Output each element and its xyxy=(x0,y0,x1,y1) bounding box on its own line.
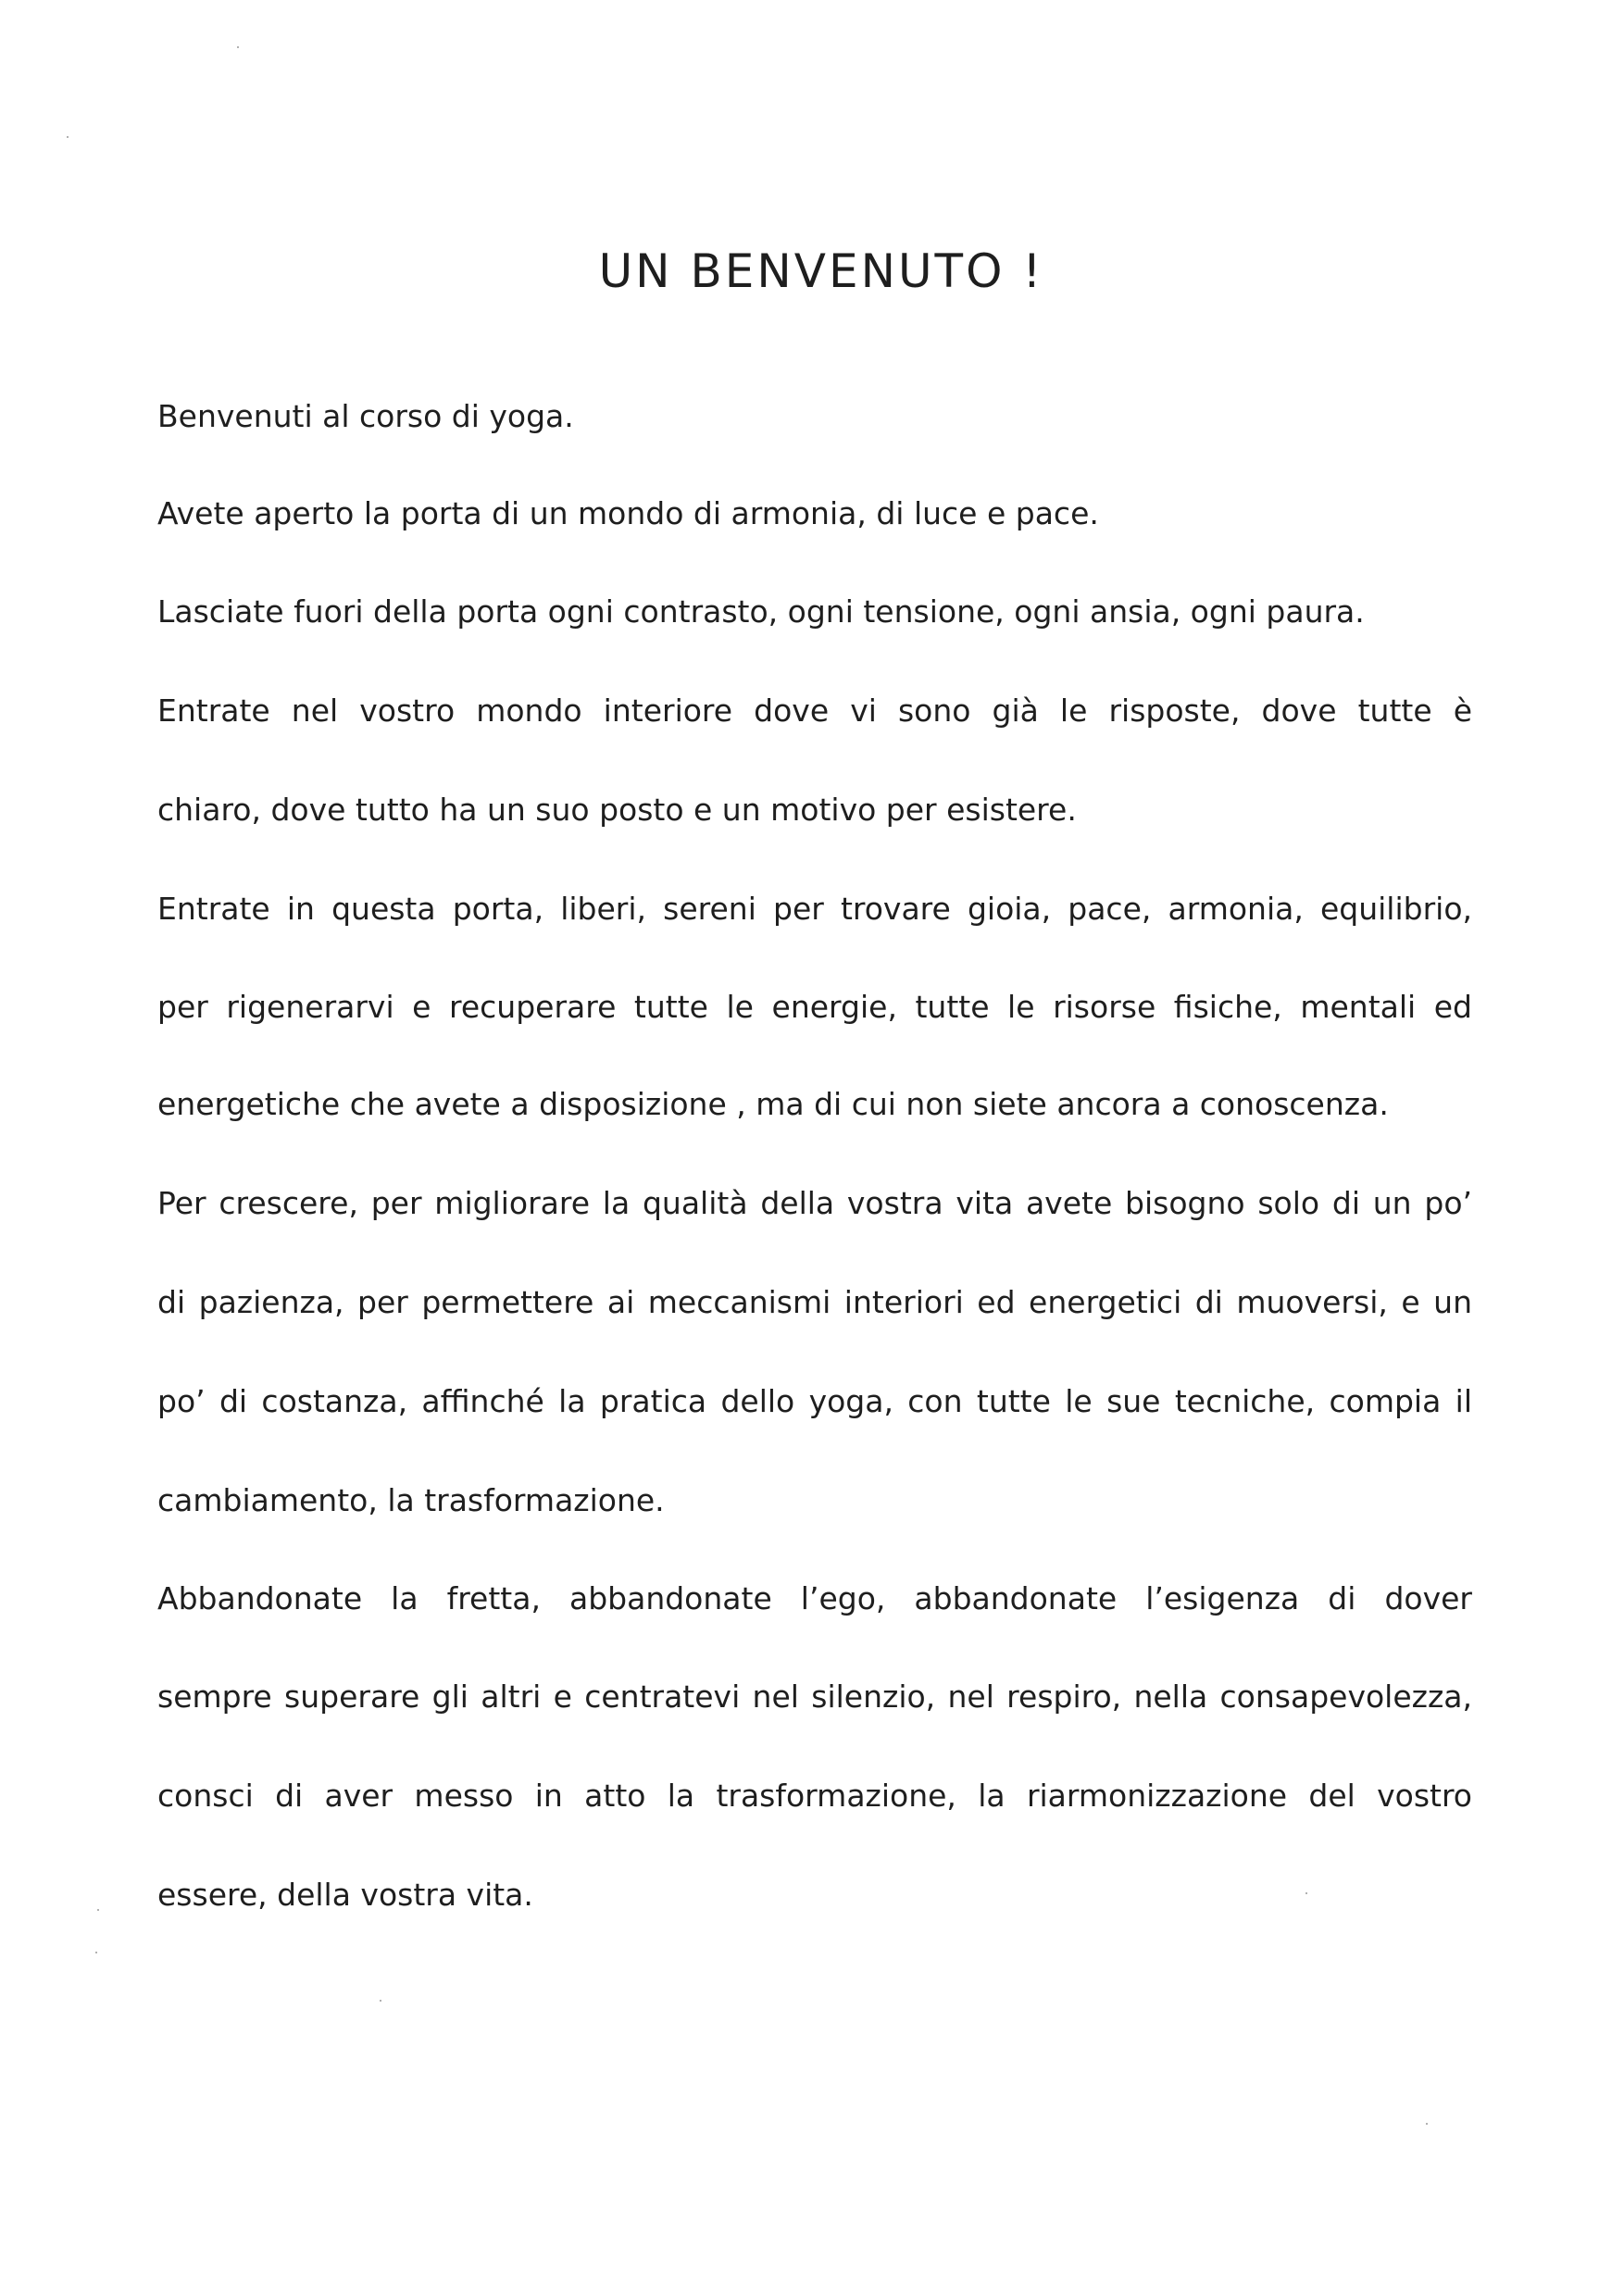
scan-speck xyxy=(1305,1892,1307,1894)
text-line: cambiamento, la trasformazione. xyxy=(157,1482,665,1518)
scan-speck xyxy=(237,46,239,48)
scan-speck xyxy=(380,2000,381,2002)
text-line: po’ di costanza, affinché la pratica dello yoga, con tutte le sue tecniche, compia il xyxy=(157,1383,1472,1419)
text-line: energetiche che avete a disposizione , ma di cui non siete ancora a conoscenza. xyxy=(157,1086,1389,1122)
scan-speck xyxy=(97,1909,99,1911)
scan-speck xyxy=(95,1952,97,1953)
text-line: Per crescere, per migliorare la qualità della vostra vita avete bisogno solo di un po’ xyxy=(157,1185,1472,1221)
text-line: Avete aperto la porta di un mondo di armonia, di luce e pace. xyxy=(157,495,1099,531)
text-line: Entrate nel vostro mondo interiore dove vi sono già le risposte, dove tutte è xyxy=(157,693,1472,729)
text-line: di pazienza, per permettere ai meccanismi interiori ed energetici di muoversi, e un xyxy=(157,1284,1472,1320)
text-line: essere, della vostra vita. xyxy=(157,1877,533,1913)
text-line: sempre superare gli altri e centratevi nel silenzio, nel respiro, nella consapevolezza, xyxy=(157,1678,1472,1715)
text-line: chiaro, dove tutto ha un suo posto e un motivo per esistere. xyxy=(157,792,1077,828)
text-line: Benvenuti al corso di yoga. xyxy=(157,398,574,434)
text-line: Abbandonate la fretta, abbandonate l’ego, abbandonate l’esigenza di dover xyxy=(157,1580,1472,1616)
scan-speck xyxy=(67,136,69,138)
text-line: consci di aver messo in atto la trasformazione, la riarmonizzazione del vostro xyxy=(157,1778,1472,1814)
text-line: Entrate in questa porta, liberi, sereni per trovare gioia, pace, armonia, equilibrio, xyxy=(157,891,1472,927)
scan-speck xyxy=(1426,2123,1428,2125)
text-line: per rigenerarvi e recuperare tutte le energie, tutte le risorse fisiche, mentali ed xyxy=(157,989,1472,1025)
page-title: UN BENVENUTO ! xyxy=(598,244,1044,298)
text-line: Lasciate fuori della porta ogni contrasto, ogni tensione, ogni ansia, ogni paura. xyxy=(157,593,1365,630)
